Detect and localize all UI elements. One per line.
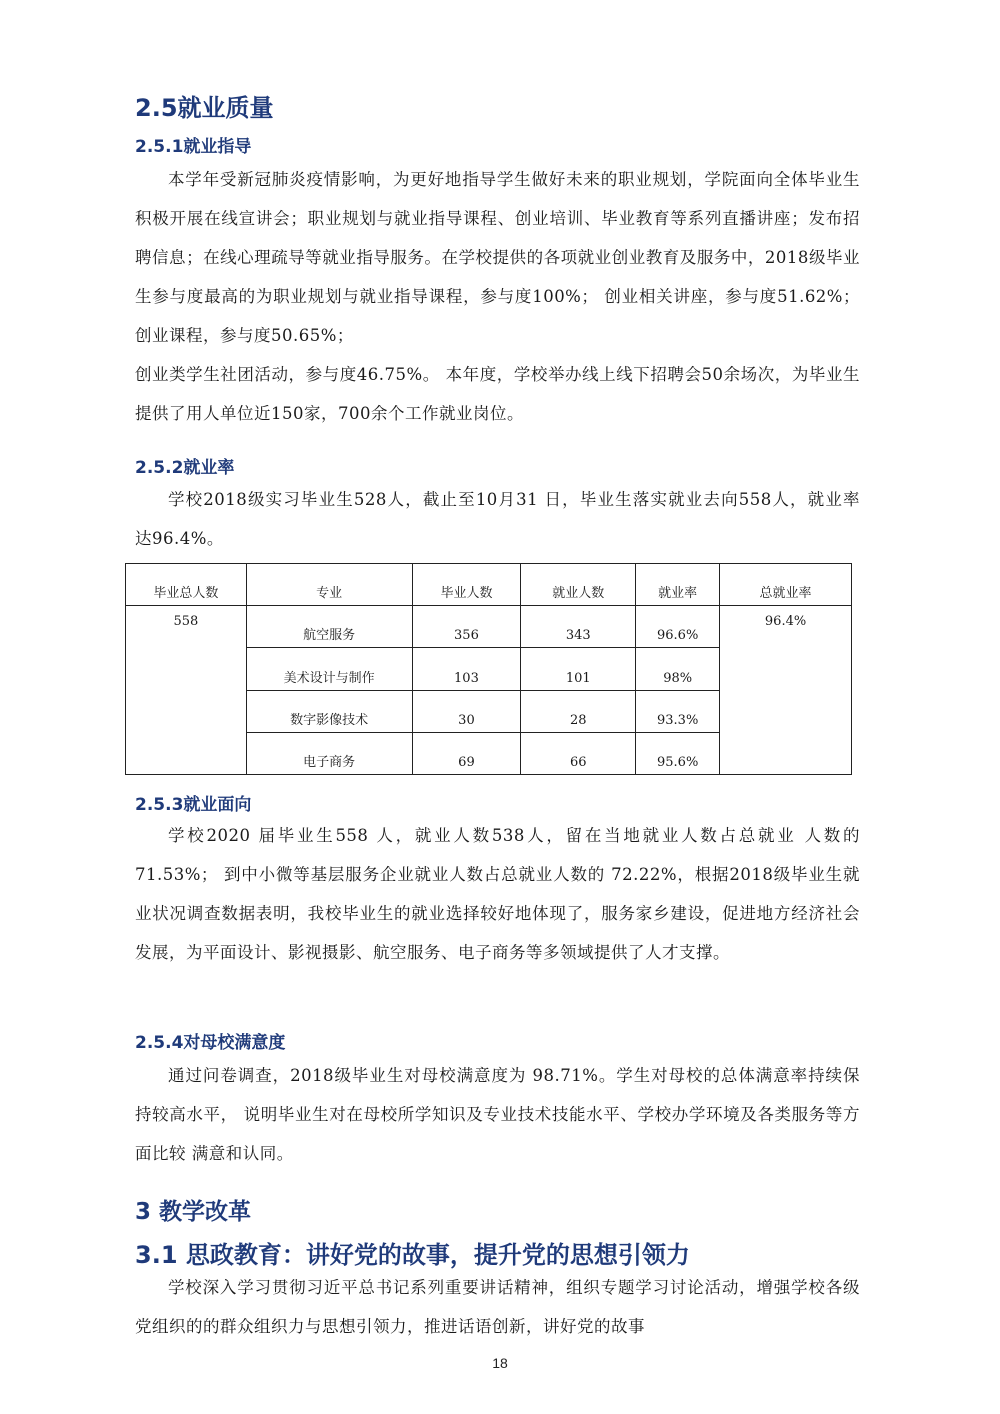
total-rate-cell: 96.4% [720,606,852,775]
paragraph-ideological-education: 学校深入学习贯彻习近平总书记系列重要讲话精神，组织专题学习讨论活动，增强学校各级党组织的的群众组织力与思想引领力，推进话语创新，讲好党的故事 [135,1278,860,1336]
table-header-cell: 总就业率 [720,564,852,606]
employed-cell: 101 [521,648,636,690]
graduates-cell: 356 [412,606,521,648]
table-row [126,606,852,648]
rate-cell: 93.3% [636,690,720,732]
major-cell: 数字影像技术 [246,690,412,732]
table-header-cell: 毕业人数 [412,564,521,606]
table-header-row [126,564,852,606]
paragraph-alma-mater-satisfaction: 通过问卷调查，2018级毕业生对母校满意度为 98.71%。学生对母校的总体满意率持续保持较高水平， 说明毕业生对在母校所学知识及专业技术技能水平、学校办学环境及各类服务等方面比较 满意和认同。 [135,1066,860,1163]
rate-cell: 95.6% [636,732,720,774]
section-heading-2-5-1: 2.5.1就业指导 [135,137,252,157]
graduates-cell: 30 [412,690,521,732]
paragraph-employment-orientation: 学校2020 届毕业生558 人，就业人数538人，留在当地就业人数占总就业 人数的71.53%； 到中小微等基层服务企业就业人数占总就业人数的 72.22%，根据2018级毕业生就业状况调查数据表明，我校毕业生的就业选择较好地体现了，服务家乡建设，促进地方经济社会发展，为平面设计、影视摄影、航空服务、电子商务等多领域提供了人才支撑。 [135,826,860,962]
graduates-cell: 69 [412,732,521,774]
major-cell: 航空服务 [246,606,412,648]
section-heading-3-1: 3.1 思政教育：讲好党的故事，提升党的思想引领力 [135,1241,690,1269]
section-heading-2-5-2: 2.5.2就业率 [135,458,235,478]
section-heading-2-5: 2.5就业质量 [135,94,274,122]
total-graduates-cell: 558 [126,606,247,775]
paragraph-employment-guidance: 本学年受新冠肺炎疫情影响，为更好地指导学生做好未来的职业规划，学院面向全体毕业生积极开展在线宣讲会；职业规划与就业指导课程、创业培训、毕业教育等系列直播讲座；发布招聘信息；在线心理疏导等就业指导服务。在学校提供的各项就业创业教育及服务中，2018级毕业生参与度最高的为职业规划与就业指导课程，参与度100%； 创业相关讲座，参与度51.62%； 创业课程，参与度50.65%； [135,170,860,345]
major-cell: 电子商务 [246,732,412,774]
rate-cell: 98% [636,648,720,690]
table-header-cell: 就业人数 [521,564,636,606]
employed-cell: 66 [521,732,636,774]
table-header-cell: 毕业总人数 [126,564,247,606]
paragraph-employment-rate: 学校2018级实习毕业生528人，截止至10月31 日，毕业生落实就业去向558人，就业率 达96.4%。 [135,490,860,548]
employment-rate-table [125,563,852,775]
section-heading-3: 3 教学改革 [135,1199,252,1225]
employed-cell: 28 [521,690,636,732]
section-heading-2-5-3: 2.5.3就业面向 [135,795,252,815]
employed-cell: 343 [521,606,636,648]
page-number: 18 [492,1355,508,1371]
table-header-cell: 就业率 [636,564,720,606]
section-heading-2-5-4: 2.5.4对母校满意度 [135,1033,286,1053]
paragraph-employment-guidance-cont: 创业类学生社团活动，参与度46.75%。 本年度，学校举办线上线下招聘会50余场次，为毕业生提供了用人单位近150家，700余个工作就业岗位。 [135,365,860,423]
graduates-cell: 103 [412,648,521,690]
rate-cell: 96.6% [636,606,720,648]
major-cell: 美术设计与制作 [246,648,412,690]
table-header-cell: 专业 [246,564,412,606]
